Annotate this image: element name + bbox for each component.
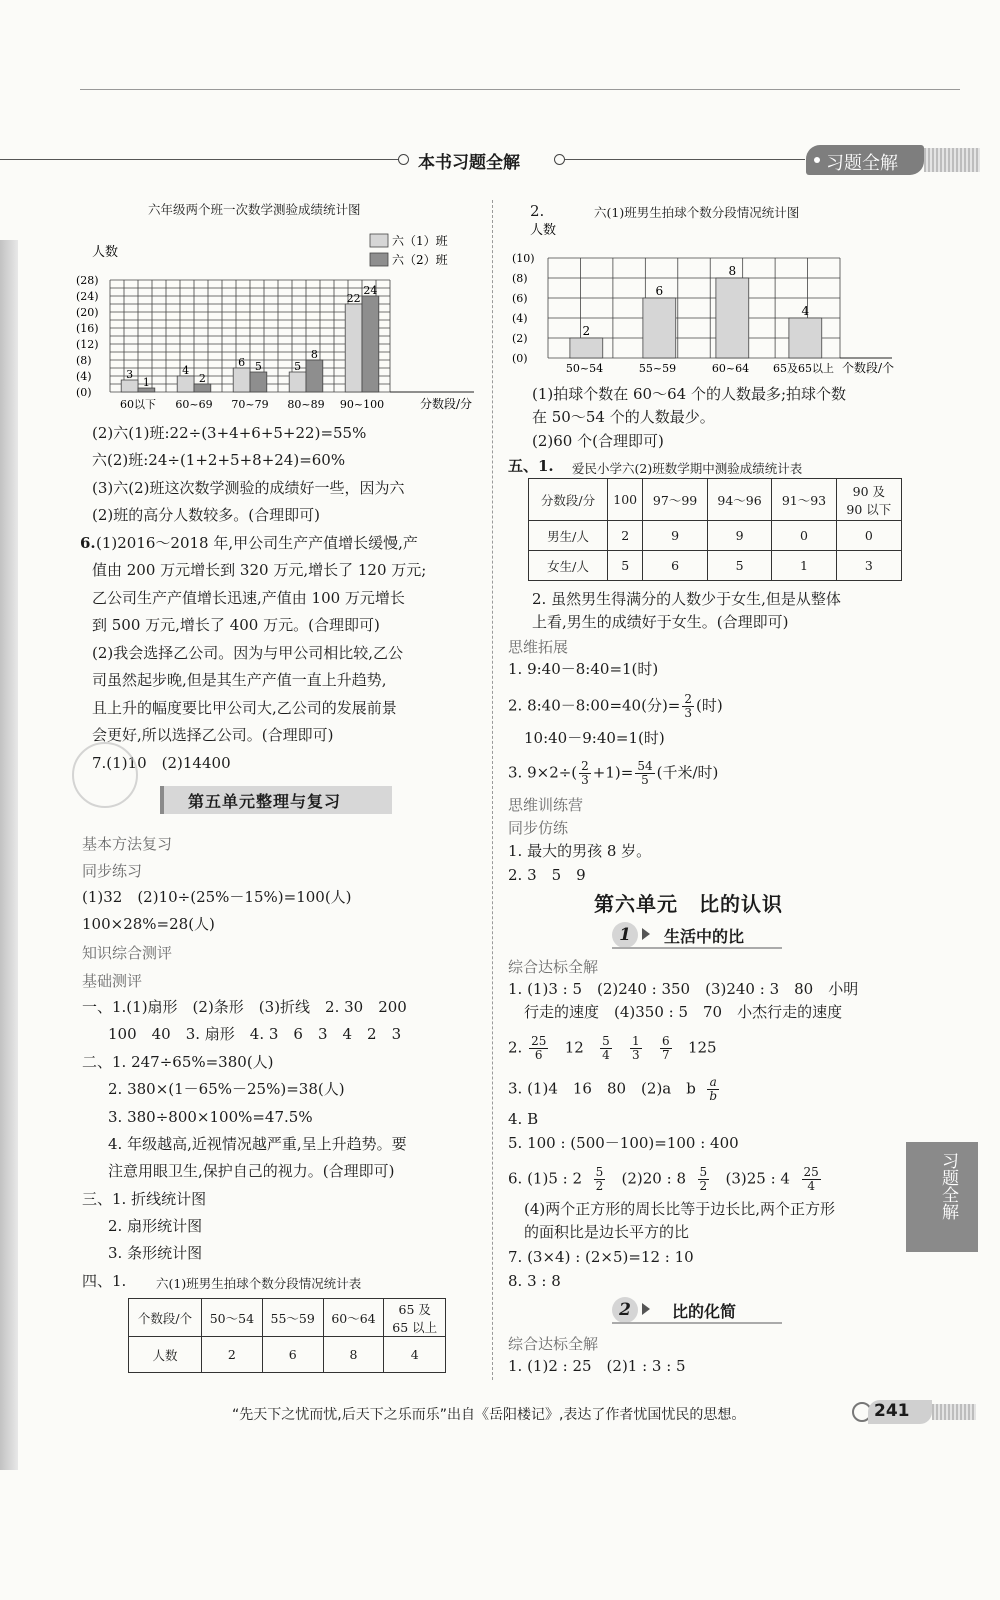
c1-7: 7. (3×4) : (2×5)=12 : 10 [508,1248,694,1266]
unit5-title: 第五单元整理与复习 [188,792,342,811]
chart1-ytick: (28) [76,274,99,287]
table2-row0-label: 男生/人 [529,521,608,551]
test2-4a: 4. 年级越高,近视情况越严重,呈上升趋势。要 [108,1135,407,1153]
chart1-xlabel: 分数段/分 [420,397,473,411]
chart1-data-label: 2 [198,372,206,385]
test2-2: 2. 380×(1－65%－25%)=38(人) [108,1080,345,1098]
chart2-ytick: (0) [512,352,528,365]
ans6-b: 值由 200 万元增长到 320 万元,增长了 120 万元; [92,561,427,579]
chart1-xtick: 60~69 [175,398,213,411]
section-basic-test: 基础测评 [82,972,143,990]
table1-head-1: 50～54 [202,1299,263,1337]
table1-head-4: 65 及 65 以上 [384,1299,446,1337]
chart2-data-label: 2 [582,324,591,338]
chart1-data-label: 6 [238,356,246,369]
table2 [528,478,902,581]
chart2-bar [643,298,676,358]
c1-3: 3. (1)4 16 80 (2)a b $\frac{a}{b}$ [508,1075,718,1103]
chart1-data-label: 5 [294,360,302,373]
chart1-data-label: 4 [182,364,190,377]
table2-r1c0: 5 [608,551,643,581]
chart2-yticks [512,252,535,365]
chart1-bar [306,360,323,392]
r-q5-2a: 2. 虽然男生得满分的人数少于女生,但是从整体 [532,590,841,608]
table2-r1c3: 1 [772,551,836,581]
chart1-data-label: 22 [346,292,361,305]
table1-cell-3: 4 [384,1337,446,1373]
ans5-3a: (3)六(2)班这次数学测验的成绩好一些，因为六 [92,479,405,497]
think-3: 3. 9×2÷( $\frac{2}{3}$ +1)= $\frac{54}{5}$ (千米/时) [508,759,719,787]
header-tag-label: 习题全解 [826,153,898,174]
section-basic-review: 基本方法复习 [82,835,173,853]
chart1-bar [250,372,267,392]
chart1-ytick: (12) [76,338,99,351]
c1-1b: 行走的速度 (4)350 : 5 70 小杰行走的速度 [524,1003,843,1021]
table2-head-5: 90 及 90 以下 [836,479,901,521]
test4-num: 四、1. [82,1272,127,1290]
stamp-icon [72,742,138,808]
sync-1: 1. 最大的男孩 8 岁。 [508,842,652,860]
table2-head-4: 91～93 [772,479,836,521]
ans6-f: 司虽然起步晚,但是其生产产值一直上升趋势, [92,671,387,689]
footer-stripes [932,1404,976,1420]
ans6-h: 会更好,所以选择乙公司。(合理即可) [92,726,334,744]
chart1-xtick: 80~89 [287,398,325,411]
chart1-ytick: (0) [76,386,92,399]
r-ans-2: (2)60 个(合理即可) [532,432,664,450]
table2-r0c3: 0 [772,521,836,551]
table2-r1c2: 5 [707,551,771,581]
header-tag-dot-icon [814,157,820,163]
table2-r0c4: 0 [836,521,901,551]
chart1-xtick: 70~79 [231,398,269,411]
c2-1: 1. (1)2 : 25 (2)1 : 3 : 5 [508,1357,686,1375]
column-divider [492,200,493,1380]
chart1-data-label: 24 [363,284,378,297]
table1 [128,1298,446,1373]
test2-4b: 注意用眼卫生,保护自己的视力。(合理即可) [108,1162,395,1180]
chart1-bar [345,304,362,392]
table2-head-1: 100 [608,479,643,521]
ans5-3b: (2)班的高分人数较多。(合理即可) [92,506,320,524]
chart2-ytick: (6) [512,292,528,305]
table2-head-3: 94～96 [707,479,771,521]
r-ans-1b: 在 50～54 个的人数最少。 [532,408,715,426]
section-thinking: 思维拓展 [508,638,569,656]
chart1-bar [233,368,250,392]
c1-6: 6. (1)5 : 2 $\frac{5}{2}$ (2)20 : 8 $\frac{5}{2}$ (3)25 : 4 $\frac{25}{4}$ [508,1165,819,1193]
c1-5: 5. 100 : (500－100)=100 : 400 [508,1134,739,1152]
chart1-ytick: (8) [76,354,92,367]
chart2-xlabel: 个数段/个 [842,361,895,375]
lesson1-title: 生活中的比 [664,927,745,946]
chart1-data-label: 5 [254,360,262,373]
chart2-xtick: 50~54 [565,362,604,375]
top-border [80,89,960,90]
practice-1: (1)32 (2)10÷(25%－15%)=100(人) [82,888,352,906]
chart2-title: 六(1)班男生拍球个数分段情况统计图 [594,205,800,220]
table2-title: 爱民小学六(2)班数学期中测验成绩统计表 [572,461,803,476]
header-rule-right [560,159,805,160]
lesson1-arrow-icon [642,928,650,940]
section-comprehensive: 知识综合测评 [82,944,173,962]
chart1-bar [121,380,138,392]
chart2-data-label: 8 [728,264,737,278]
lesson2-arrow-icon [642,1303,650,1315]
lesson1-badge: 1 [612,922,638,948]
section-comprehensive-2: 综合达标全解 [508,1335,599,1353]
chart1-legend-swatch [370,234,388,247]
chart1-ytick: (4) [76,370,92,383]
r-ans-1a: (1)拍球个数在 60～64 个的人数最多;拍球个数 [532,385,847,403]
think-2b: 10:40－9:40=1(时) [524,729,665,747]
table2-r1c1: 6 [643,551,707,581]
ans6-a: (1)2016～2018 年,甲公司生产产值增长缓慢,产 [96,534,418,552]
chart1-ytick: (24) [76,290,99,303]
chart1-data-label: 1 [142,376,150,389]
table1-title: 六(1)班男生拍球个数分段情况统计表 [156,1276,362,1291]
chart1 [74,228,490,418]
unit6-title: 第六单元 比的认识 [594,892,783,916]
table1-row-label: 人数 [129,1337,202,1373]
c1-4: 4. B [508,1110,539,1128]
chart1-xtick: 90~100 [339,398,385,411]
table2-r0c1: 9 [643,521,707,551]
test3-3: 3. 条形统计图 [108,1244,203,1262]
section-sync-practice: 同步仿练 [508,819,569,837]
header-title: 本书习题全解 [418,153,520,173]
header-tag [806,145,924,175]
chart1-legend-label: 六（1）班 [392,234,448,248]
table2-r0c2: 9 [707,521,771,551]
chart1-xtick: 60以下 [120,398,156,411]
chart1-bar [194,384,211,392]
test1-b: 100 40 3. 扇形 4. 3 6 3 4 2 3 [108,1025,402,1043]
table1-head-0: 个数段/个 [129,1299,202,1337]
chart2-ytick: (2) [512,332,528,345]
chart2-xtick: 55~59 [638,362,677,375]
table1-head-3: 60～64 [323,1299,384,1337]
table2-row1-label: 女生/人 [529,551,608,581]
chart2-ytick: (4) [512,312,528,325]
page-number: 241 [874,1401,910,1421]
page-number-badge [868,1400,932,1424]
table1-head-2: 55～59 [262,1299,323,1337]
ans5-2a: (2)六(1)班:22÷(3+4+6+5+22)=55% [92,424,367,442]
ans6-g: 且上升的幅度要比甲公司大,乙公司的发展前景 [92,699,397,717]
test3-1: 三、1. 折线统计图 [82,1190,207,1208]
chart1-title: 六年级两个班一次数学测验成绩统计图 [148,202,361,217]
chart1-bar [289,372,306,392]
test2-3: 3. 380÷800×100%=47.5% [108,1108,313,1126]
header-rule-left [0,159,400,160]
table2-r0c0: 2 [608,521,643,551]
chart2-bar [570,338,603,358]
header-dot-left [398,154,409,165]
header-dot-right [554,154,565,165]
think-2: 2. 8:40－8:00=40(分)= $\frac{2}{3}$ (时) [508,692,723,720]
section-practice: 同步练习 [82,862,143,880]
footer-quote: “先天下之忧而忧,后天下之乐而乐”出自《岳阳楼记》,表达了作者忧国忧民的思想。 [232,1407,746,1423]
ans7: 7.(1)10 (2)14400 [92,754,231,772]
header-stripes [924,148,980,172]
chart1-bar [177,376,194,392]
test1-a: 一、1.(1)扇形 (2)条形 (3)折线 2. 30 200 [82,998,407,1016]
lesson2-underline [612,1322,782,1324]
chart1-legend-swatch [370,253,388,266]
chart1-legend [370,233,448,267]
chart1-data-label: 3 [126,368,134,381]
chart2-data-label: 4 [801,304,810,318]
side-tab-label: 习题全解 [938,1152,958,1220]
c1-1a: 1. (1)3 : 5 (2)240 : 350 (3)240 : 3 80 小明 [508,980,859,998]
ans5-2b: 六(2)班:24÷(1+2+5+8+24)=60% [92,451,346,469]
lesson2-badge: 2 [612,1297,638,1323]
ans6-c: 乙公司生产产值增长迅速,产值由 100 万元增长 [92,589,405,607]
chart2-xtick: 65及65以上 [773,362,834,375]
ans6-e: (2)我会选择乙公司。因为与甲公司相比较,乙公 [92,644,404,662]
table2-head-0: 分数段/分 [529,479,608,521]
side-tab [906,1142,978,1252]
table1-cell-2: 8 [323,1337,384,1373]
think-1: 1. 9:40－8:40=1(时) [508,660,659,678]
section-comprehensive-1: 综合达标全解 [508,958,599,976]
chart2-bar [716,278,749,358]
test2-1: 二、1. 247÷65%=380(人) [82,1053,274,1071]
chart2-ytick: (10) [512,252,535,265]
chart1-ytick: (16) [76,322,99,335]
chart1-data-label: 8 [310,348,318,361]
chart1-yticks [76,274,99,399]
c1-6d: (4)两个正方形的周长比等于边长比,两个正方形 [524,1200,836,1218]
table2-head-2: 97～99 [643,479,707,521]
chart2-ylabel: 人数 [530,223,557,238]
r-q5-num: 五、1. [508,457,554,475]
chart2 [508,220,900,380]
c1-6e: 的面积比是边长平方的比 [524,1223,690,1241]
page-edge [0,240,18,1470]
c1-2: 2. $\frac{25}{6}$ 12 $\frac{5}{4}$ $\frac{1}{3}$ $\frac{6}{7}$ 125 [508,1034,717,1062]
test3-2: 2. 扇形统计图 [108,1217,203,1235]
table1-cell-0: 2 [202,1337,263,1373]
chart2-ytick: (8) [512,272,528,285]
table2-r1c4: 3 [836,551,901,581]
chart1-bar [362,296,379,392]
ans6-d: 到 500 万元,增长了 400 万元。(合理即可) [92,616,380,634]
practice-2: 100×28%=28(人) [82,915,215,933]
section-training: 思维训练营 [508,796,584,814]
table1-cell-1: 6 [262,1337,323,1373]
lesson1-underline [612,947,782,949]
chart2-num: 2. [530,202,545,220]
chart1-ytick: (20) [76,306,99,319]
c1-8: 8. 3 : 8 [508,1272,561,1290]
chart1-ylabel: 人数 [92,245,119,260]
chart2-bar [789,318,822,358]
r-q5-2b: 上看,男生的成绩好于女生。(合理即可) [532,613,789,631]
chart2-xtick: 60~64 [711,362,750,375]
sync-2: 2. 3 5 9 [508,866,586,884]
lesson2-title: 比的化简 [672,1302,737,1321]
chart2-data-label: 6 [655,284,664,298]
chart1-legend-label: 六（2）班 [392,253,448,267]
ans6-num: 6. [80,534,96,552]
unit5-banner [160,786,392,814]
